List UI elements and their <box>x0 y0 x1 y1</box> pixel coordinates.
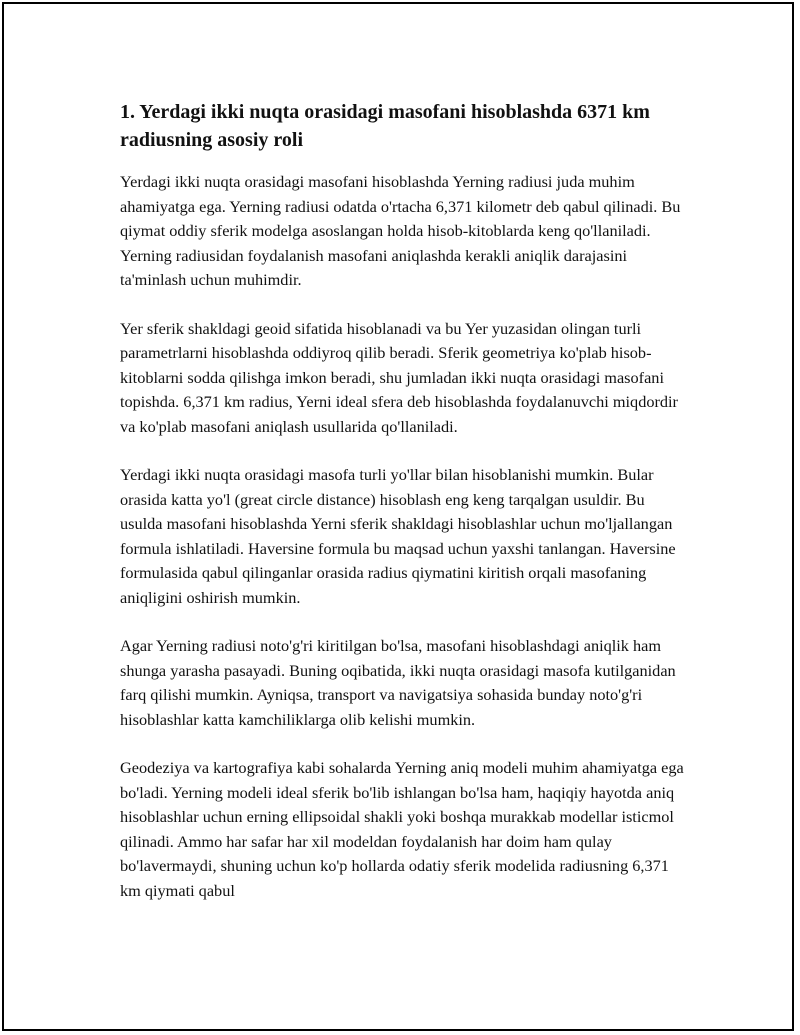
paragraph-2: Yer sferik shakldagi geoid sifatida hisoblanadi va bu Yer yuzasidan olingan turli parametrlarni hisoblashda oddiyroq qilib beradi. Sferik geometriya ko'plab hisob-kitoblarni sodda qilishga imkon beradi, shu jumladan ikki nuqta orasidagi masofani topishda. 6,371 km radius, Yerni ideal sfera deb hisoblashda foydalanuvchi miqdordir va ko'plab masofani aniqlash usullarida qo'llaniladi. <box>120 318 678 436</box>
paragraph-4: Agar Yerning radiusi noto'g'ri kiritilgan bo'lsa, masofani hisoblashdagi aniqlik ham shunga yarasha pasayadi. Buning oqibatida, ikki nuqta orasidagi masofa kutilganidan farq qilishi mumkin. Ayniqsa, transport va navigatsiya sohasida bunday noto'g'ri hisoblashlar katta kamchiliklarga olib kelishi mumkin. <box>120 636 676 729</box>
section-heading: 1. Yerdagi ikki nuqta orasidagi masofani hisoblashda 6371 km radiusning asosiy roli <box>120 101 650 151</box>
document-body <box>120 98 690 927</box>
paragraph-1: Yerdagi ikki nuqta orasidagi masofani hisoblashda Yerning radiusi juda muhim ahamiyatga ega. Yerning radiusi odatda o'rtacha 6,371 kilometr deb qabul qilinadi. Bu qiymat oddiy sferik modelga asoslangan holda hisob-kitoblarda keng qo'llaniladi. Yerning radiusidan foydalanish masofani aniqlashda kerakli aniqlik darajasini ta'minlash uchun muhimdir. <box>120 172 681 289</box>
document-page <box>2 2 794 1031</box>
paragraph-5: Geodeziya va kartografiya kabi sohalarda Yerning aniq modeli muhim ahamiyatga ega bo'ladi. Yerning modeli ideal sferik bo'lib ishlangan bo'lsa ham, haqiqiy hayotda aniq hisoblashlar uchun erning ellipsoidal shakli yoki boshqa murakkab modellar isticmol qilinadi. Ammo har safar har xil modeldan foydalanish har doim ham qulay bo'lavermaydi, shuning uchun ko'p hollarda odatiy sferik modelida radiusning 6,371 km qiymati qabul <box>120 758 684 900</box>
paragraph-3: Yerdagi ikki nuqta orasidagi masofa turli yo'llar bilan hisoblanishi mumkin. Bular orasida katta yo'l (great circle distance) hisoblash eng keng tarqalgan usuldir. Bu usulda masofani hisoblashda Yerni sferik shakldagi hisoblashlar uchun mo'ljallangan formula ishlatiladi. Haversine formula bu maqsad uchun yaxshi tanlangan. Haversine formulasida qabul qilinganlar orasida radius qiymatini kiritish orqali masofaning aniqligini oshirish mumkin. <box>120 465 676 607</box>
